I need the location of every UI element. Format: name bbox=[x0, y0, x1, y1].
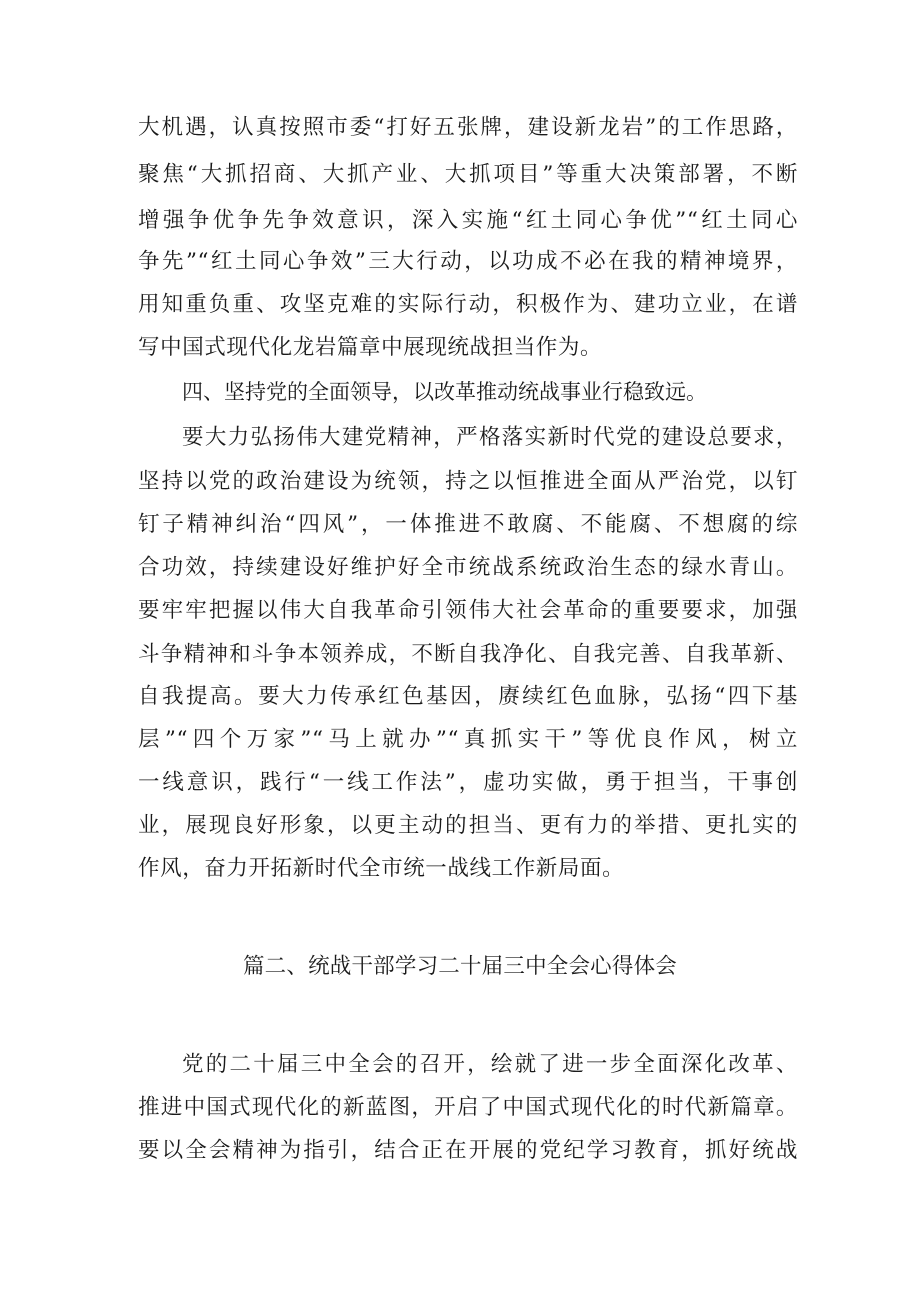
text-line: 坚持以党的政治建设为统领，持之以恒推进全面从严治党，以钉 bbox=[138, 469, 798, 494]
text-line: 聚焦“大抓招商、大抓产业、大抓项目”等重大决策部署，不断 bbox=[138, 162, 798, 187]
text-line: 推进中国式现代化的新蓝图，开启了中国式现代化的时代新篇章。 bbox=[138, 1095, 798, 1120]
text-line: 争先”“红土同心争效”三大行动，以功成不必在我的精神境界， bbox=[138, 249, 798, 274]
text-line: 增强争优争先争效意识，深入实施“红土同心争优”“红土同心 bbox=[138, 208, 798, 233]
text-line: 要牢牢把握以伟大自我革命引领伟大社会革命的重要要求，加强 bbox=[138, 598, 798, 623]
text-line: 要以全会精神为指引，结合正在开展的党纪学习教育，抓好统战 bbox=[138, 1138, 798, 1163]
text-line: 作风，奋力开拓新时代全市统一战线工作新局面。 bbox=[138, 856, 625, 881]
section-heading: 四、坚持党的全面领导，以改革推动统战事业行稳致远。 bbox=[182, 380, 707, 404]
text-line: 合功效，持续建设好维护好全市统战系统政治生态的绿水青山。 bbox=[138, 555, 798, 580]
text-line: 斗争精神和斗争本领养成，不断自我净化、自我完善、自我革新、 bbox=[138, 642, 798, 667]
text-line: 大机遇，认真按照市委“打好五张牌，建设新龙岩”的工作思路， bbox=[138, 115, 798, 140]
text-line: 业，展现良好形象，以更主动的担当、更有力的举措、更扎实的 bbox=[138, 813, 798, 838]
text-line: 用知重负重、攻坚克难的实际行动，积极作为、建功立业，在谱 bbox=[138, 292, 798, 317]
text-line: 层”“四个万家”“马上就办”“真抓实干”等优良作风，树立 bbox=[138, 727, 798, 752]
text-line: 自我提高。要大力传承红色基因，赓续红色血脉，弘扬“四下基 bbox=[138, 684, 798, 709]
text-line: 一线意识，践行“一线工作法”，虚功实做，勇于担当，干事创 bbox=[138, 770, 798, 795]
text-line: 要大力弘扬伟大建党精神，严格落实新时代党的建设总要求， bbox=[182, 425, 798, 450]
article-title: 篇二、统战干部学习二十届三中全会心得体会 bbox=[242, 954, 677, 979]
text-line: 钉子精神纠治“四风”，一体推进不敢腐、不能腐、不想腐的综 bbox=[138, 512, 798, 537]
text-line: 写中国式现代化龙岩篇章中展现统战担当作为。 bbox=[138, 335, 603, 360]
text-line: 党的二十届三中全会的召开，绘就了进一步全面深化改革、 bbox=[182, 1052, 798, 1077]
